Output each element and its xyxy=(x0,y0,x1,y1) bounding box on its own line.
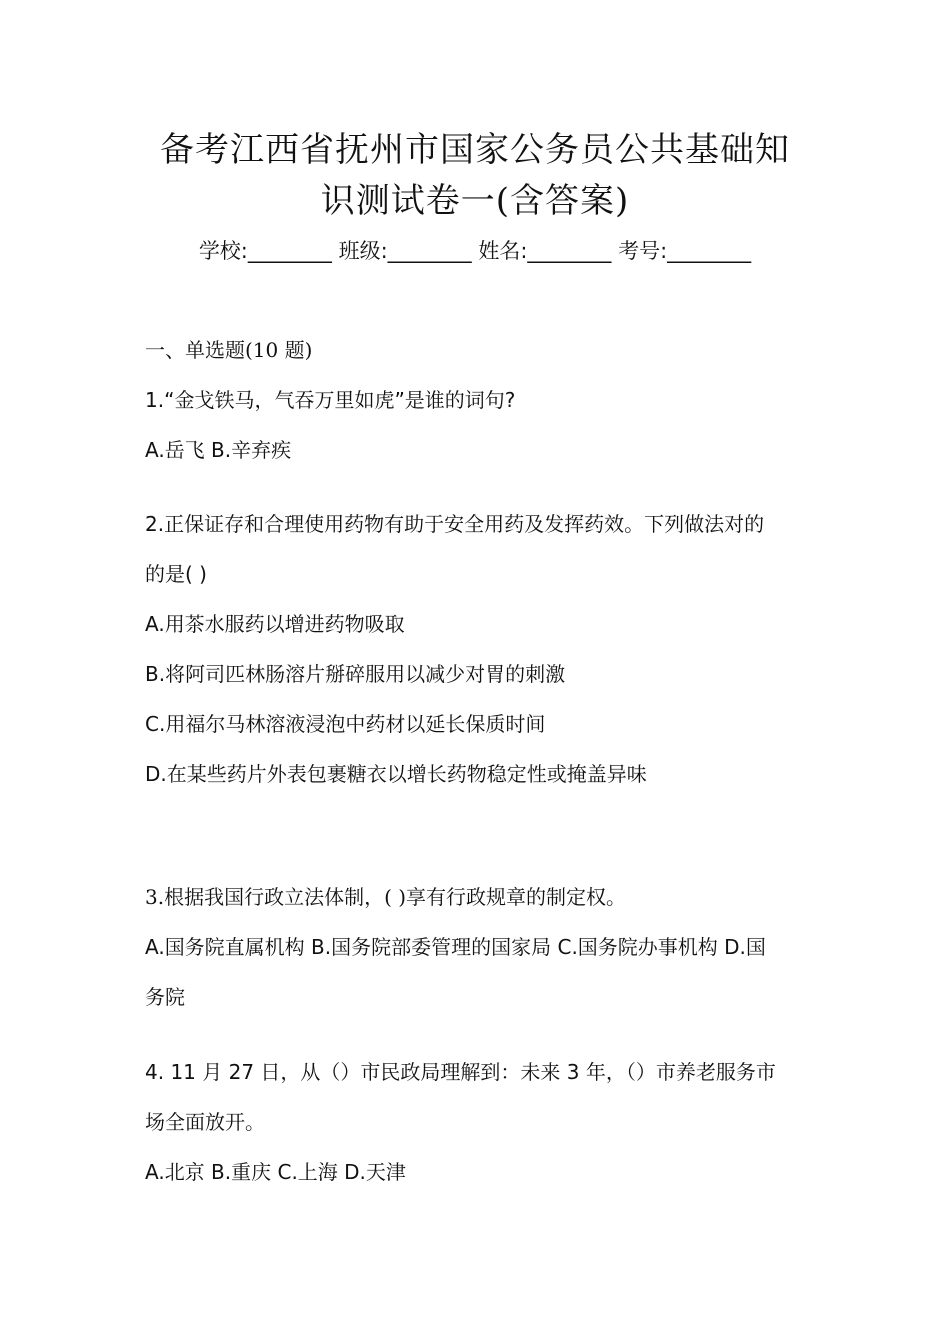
exam-number-field: 考号:________ xyxy=(618,239,752,263)
page-title-line-2: 识测试卷一(含答案) xyxy=(320,181,630,221)
page-title-line-1: 备考江西省抚州市国家公务员公共基础知 xyxy=(160,130,790,170)
question-1-stem: 1.“金戈铁马，气吞万里如虎”是谁的词句? xyxy=(145,388,516,412)
section-heading: 一、单选题(10 题) xyxy=(145,338,313,362)
question-2-option-d: D.在某些药片外表包裹糖衣以增长药物稳定性或掩盖异味 xyxy=(145,762,647,786)
question-3-options-line-2: 务院 xyxy=(145,985,185,1009)
school-field: 学校:________ xyxy=(198,239,332,263)
question-4-stem-line-1: 4. 11 月 27 日，从（）市民政局理解到：未来 3 年，（）市养老服务市 xyxy=(145,1060,776,1084)
question-2-stem-line-2: 的是( ) xyxy=(145,562,207,586)
student-info-row xyxy=(0,236,950,266)
question-1-options: A.岳飞 B.辛弃疾 xyxy=(145,438,292,462)
question-2-option-b: B.将阿司匹林肠溶片掰碎服用以减少对胃的刺激 xyxy=(145,662,566,686)
question-3-stem: 3.根据我国行政立法体制，( )享有行政规章的制定权。 xyxy=(145,885,627,909)
question-2-stem-line-1: 2.正保证存和合理使用药物有助于安全用药及发挥药效。下列做法对的 xyxy=(145,512,765,536)
question-2-option-a: A.用茶水服药以增进药物吸取 xyxy=(145,612,405,636)
class-field: 班级:________ xyxy=(338,239,472,263)
name-field: 姓名:________ xyxy=(478,239,612,263)
question-3-options-line-1: A.国务院直属机构 B.国务院部委管理的国家局 C.国务院办事机构 D.国 xyxy=(145,935,766,959)
question-4-stem-line-2: 场全面放开。 xyxy=(145,1110,265,1134)
question-2-option-c: C.用福尔马林溶液浸泡中药材以延长保质时间 xyxy=(145,712,546,736)
question-4-options: A.北京 B.重庆 C.上海 D.天津 xyxy=(145,1160,406,1184)
